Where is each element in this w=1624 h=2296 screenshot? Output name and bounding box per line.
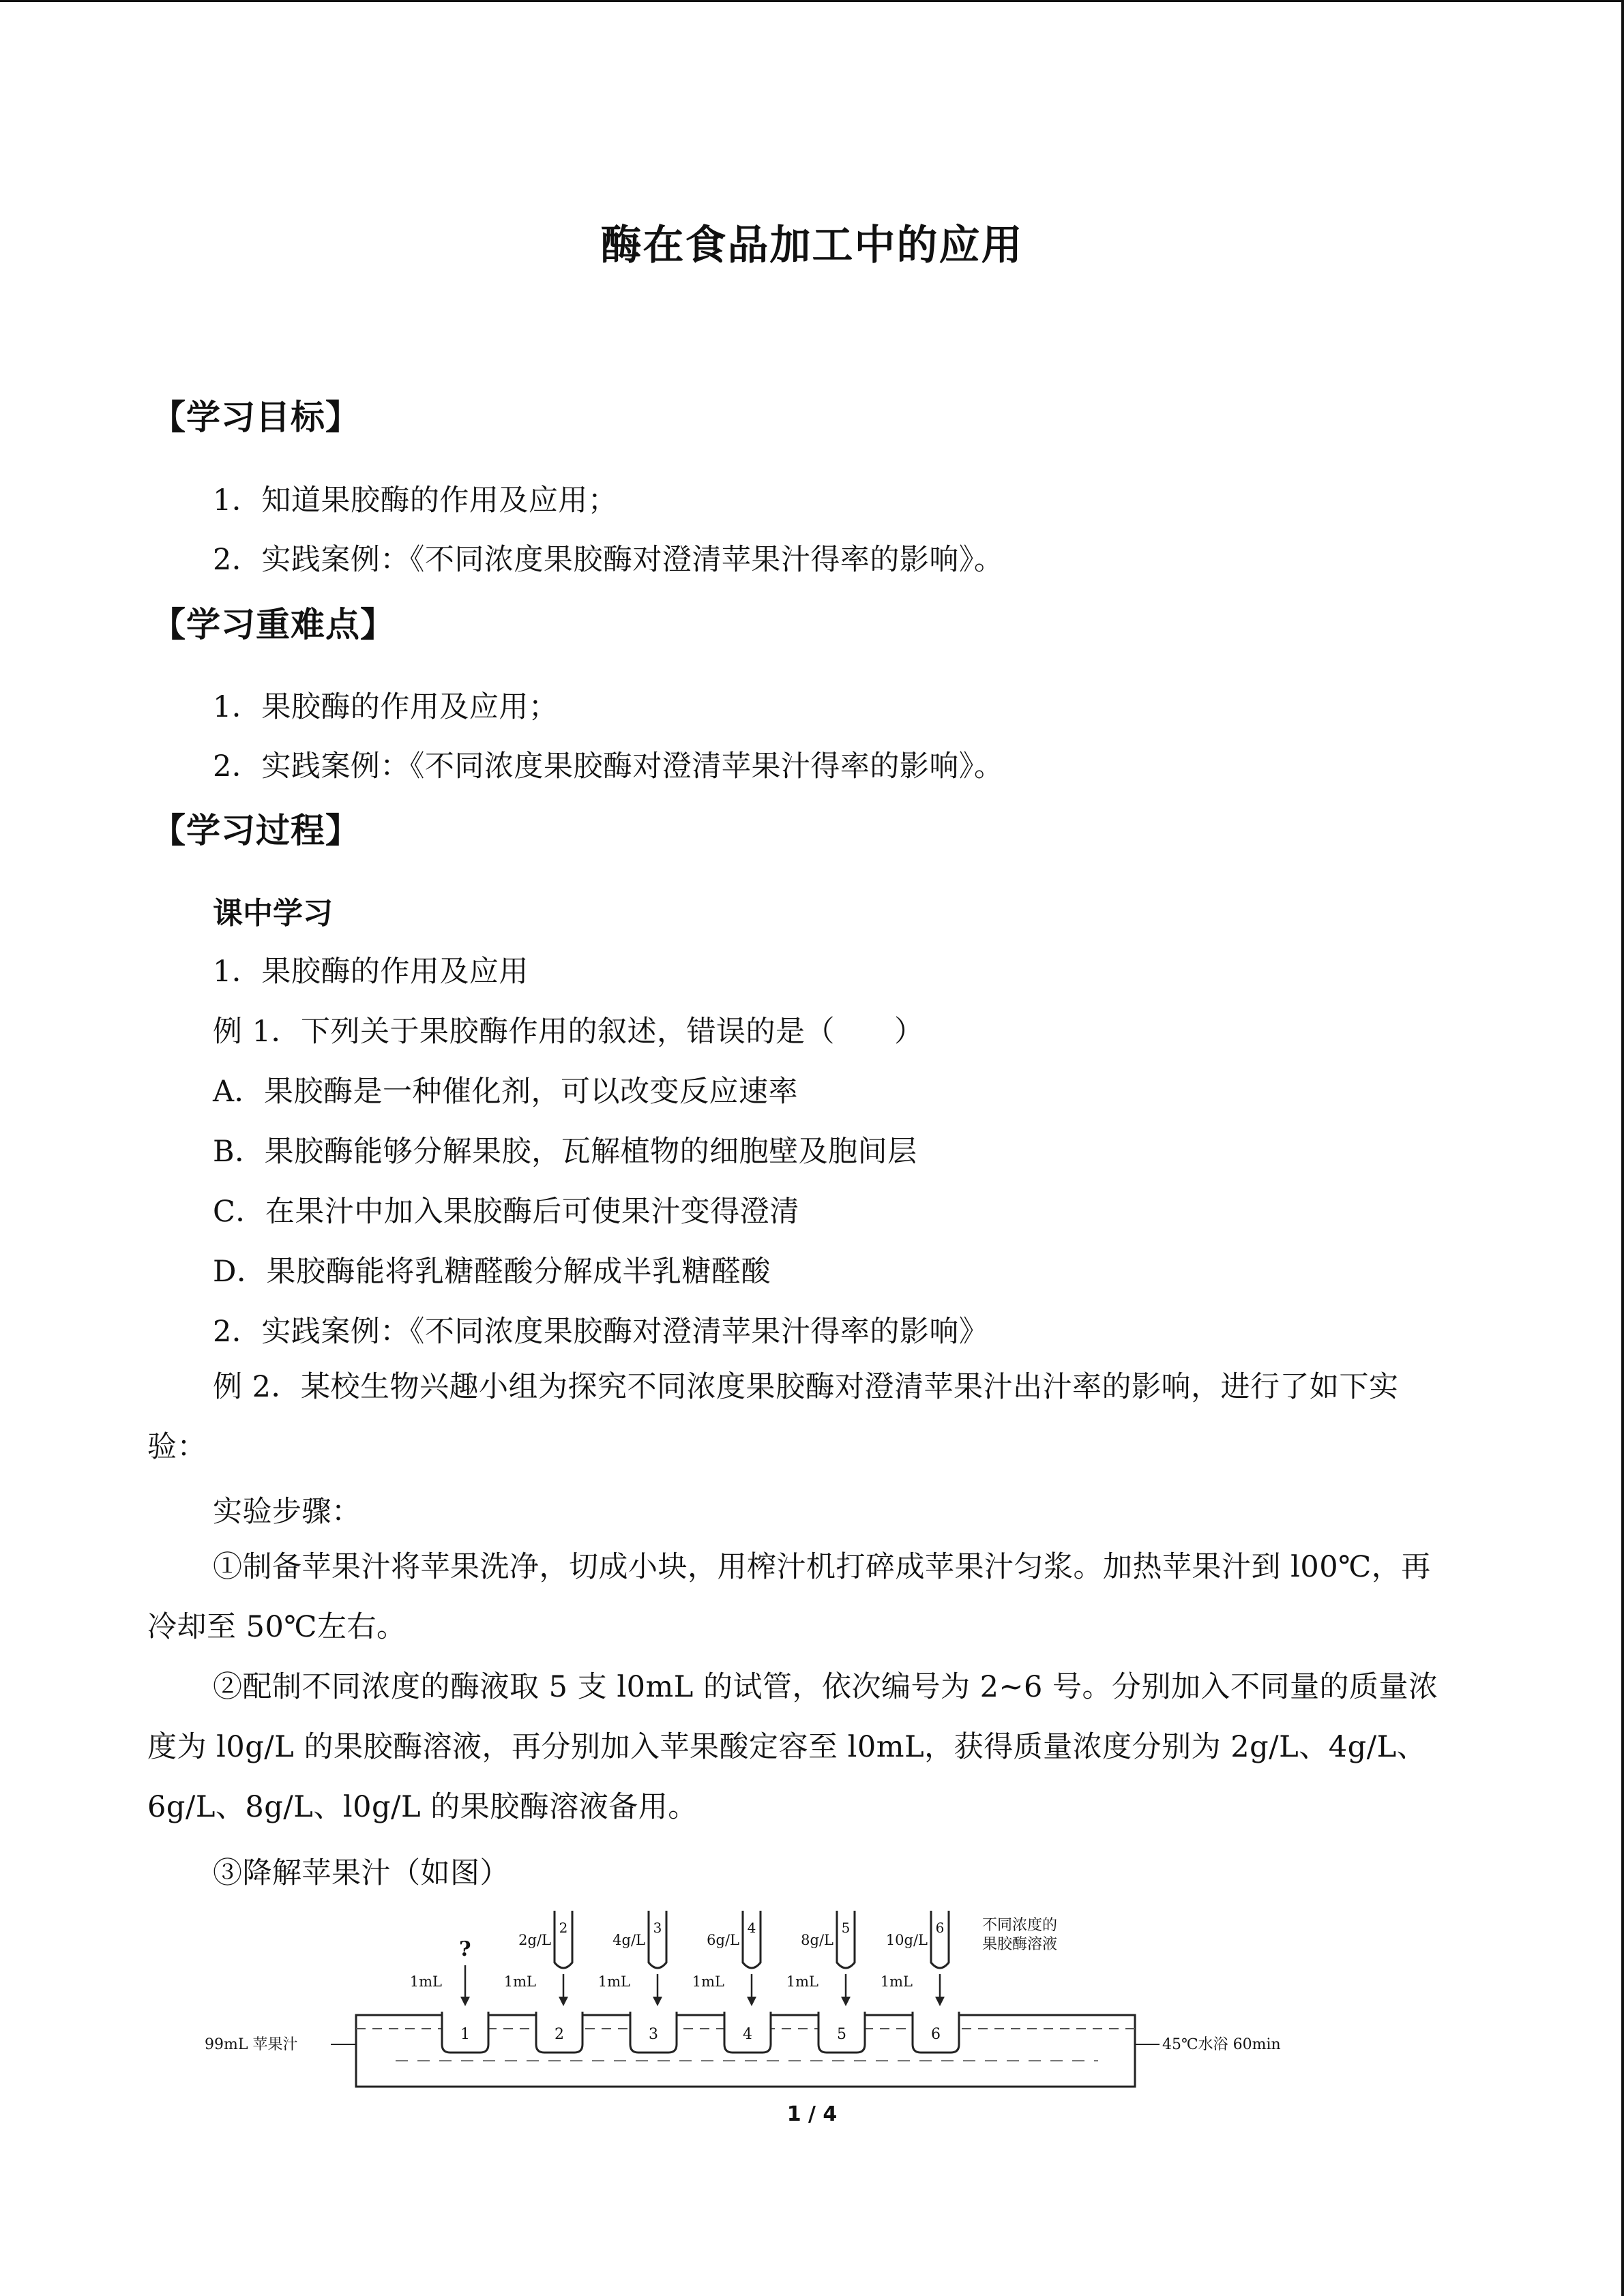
subheading-in-class: 课中学习 [213,896,333,931]
topic-1: 1．果胶酶的作用及应用 [213,955,529,989]
concentration-label: 10g/L [885,1932,928,1948]
example-1-stem: 例 1．下列关于果胶酶作用的叙述，错误的是（ ） [213,1015,924,1049]
beaker-label: 4 [743,2026,752,2043]
volume-label: 1mL [786,1973,818,1990]
water-bath-label: 45℃水浴 60min [1162,2036,1281,2053]
concentration-label: 2g/L [518,1932,551,1948]
volume-label: 1mL [692,1973,724,1990]
example-1-option-d: D．果胶酶能将乳糖醛酸分解成半乳糖醛酸 [213,1255,771,1289]
drop-arrow-head [747,1997,756,2006]
page-border-top [0,0,1624,2]
section-heading-key-points: 【学习重难点】 [151,605,395,644]
experiment-diagram [198,1903,1281,2093]
beaker-label: 2 [555,2026,564,2043]
goal-item-2: 2．实践案例：《不同浓度果胶酶对澄清苹果汁得率的影响》。 [213,543,1004,577]
example-1-option-a: A．果胶酶是一种催化剂，可以改变反应速率 [213,1075,799,1109]
page-border-right [1621,0,1624,2296]
volume-label: 1mL [409,1973,442,1990]
test-tube-label: 4 [747,1920,756,1936]
section-heading-goals: 【学习目标】 [151,398,360,437]
test-tube-label: 2 [559,1920,568,1936]
figure-groups [410,1911,959,2053]
beaker-label: 3 [649,2026,658,2043]
example-1-option-c: C．在果汁中加入果胶酶后可使果汁变得澄清 [213,1195,799,1229]
volume-label: 1mL [880,1973,913,1990]
topic-2: 2．实践案例：《不同浓度果胶酶对澄清苹果汁得率的影响》 [213,1315,989,1349]
page-number: 1 / 4 [786,2102,838,2126]
enzyme-note-line2: 果胶酶溶液 [982,1936,1058,1953]
volume-label: 1mL [597,1973,630,1990]
drop-arrow-head [460,1997,470,2006]
concentration-label: 6g/L [707,1932,739,1948]
drop-arrow-head [559,1997,568,2006]
test-tube-label: 6 [935,1920,945,1936]
enzyme-note-line1: 不同浓度的 [982,1917,1058,1934]
drop-arrow-head [653,1997,662,2006]
steps-label: 实验步骤： [213,1495,361,1529]
beaker-label: 5 [837,2026,846,2043]
example-1-option-b: B．果胶酶能够分解果胶，瓦解植物的细胞壁及胞间层 [213,1135,917,1169]
step-2: ②配制不同浓度的酶液取 5 支 l0mL 的试管，依次编号为 2~6 号。分别加入不同量的质量浓度为 l0g/L 的果胶酶溶液，再分别加入苹果酸定容至 l0mL，获得质量浓度分别为 2g/L、4g/L、6g/L、8g/L、l0g/L 的果胶酶溶液备用。 [147,1670,1438,1824]
beaker-label: 6 [931,2026,941,2043]
test-tube-label: 3 [653,1920,662,1936]
drop-arrow-head [841,1997,851,2006]
concentration-label: 4g/L [612,1932,645,1948]
section-heading-process: 【学习过程】 [151,811,360,850]
step-3: ③降解苹果汁（如图） [213,1856,510,1890]
concentration-label: 8g/L [801,1932,833,1948]
apple-juice-label: 99mL 苹果汁 [205,2036,298,2053]
question-mark: ? [459,1937,471,1961]
example-2-stem: 例 2．某校生物兴趣小组为探究不同浓度果胶酶对澄清苹果汁出汁率的影响，进行了如下实验： [147,1370,1399,1464]
step-1: ①制备苹果汁将苹果洗净，切成小块，用榨汁机打碎成苹果汁匀浆。加热苹果汁到 l00℃，再冷却至 50℃左右。 [147,1550,1431,1644]
volume-label: 1mL [503,1973,536,1990]
key-point-item-2: 2．实践案例：《不同浓度果胶酶对澄清苹果汁得率的影响》。 [213,749,1004,784]
page-title: 酶在食品加工中的应用 [600,222,1024,269]
goal-item-1: 1．知道果胶酶的作用及应用； [213,483,618,518]
drop-arrow-head [935,1997,945,2006]
experiment-figure [198,1903,1281,2093]
beaker-label: 1 [460,2026,470,2043]
test-tube-label: 5 [841,1920,851,1936]
key-point-item-1: 1．果胶酶的作用及应用； [213,690,559,724]
